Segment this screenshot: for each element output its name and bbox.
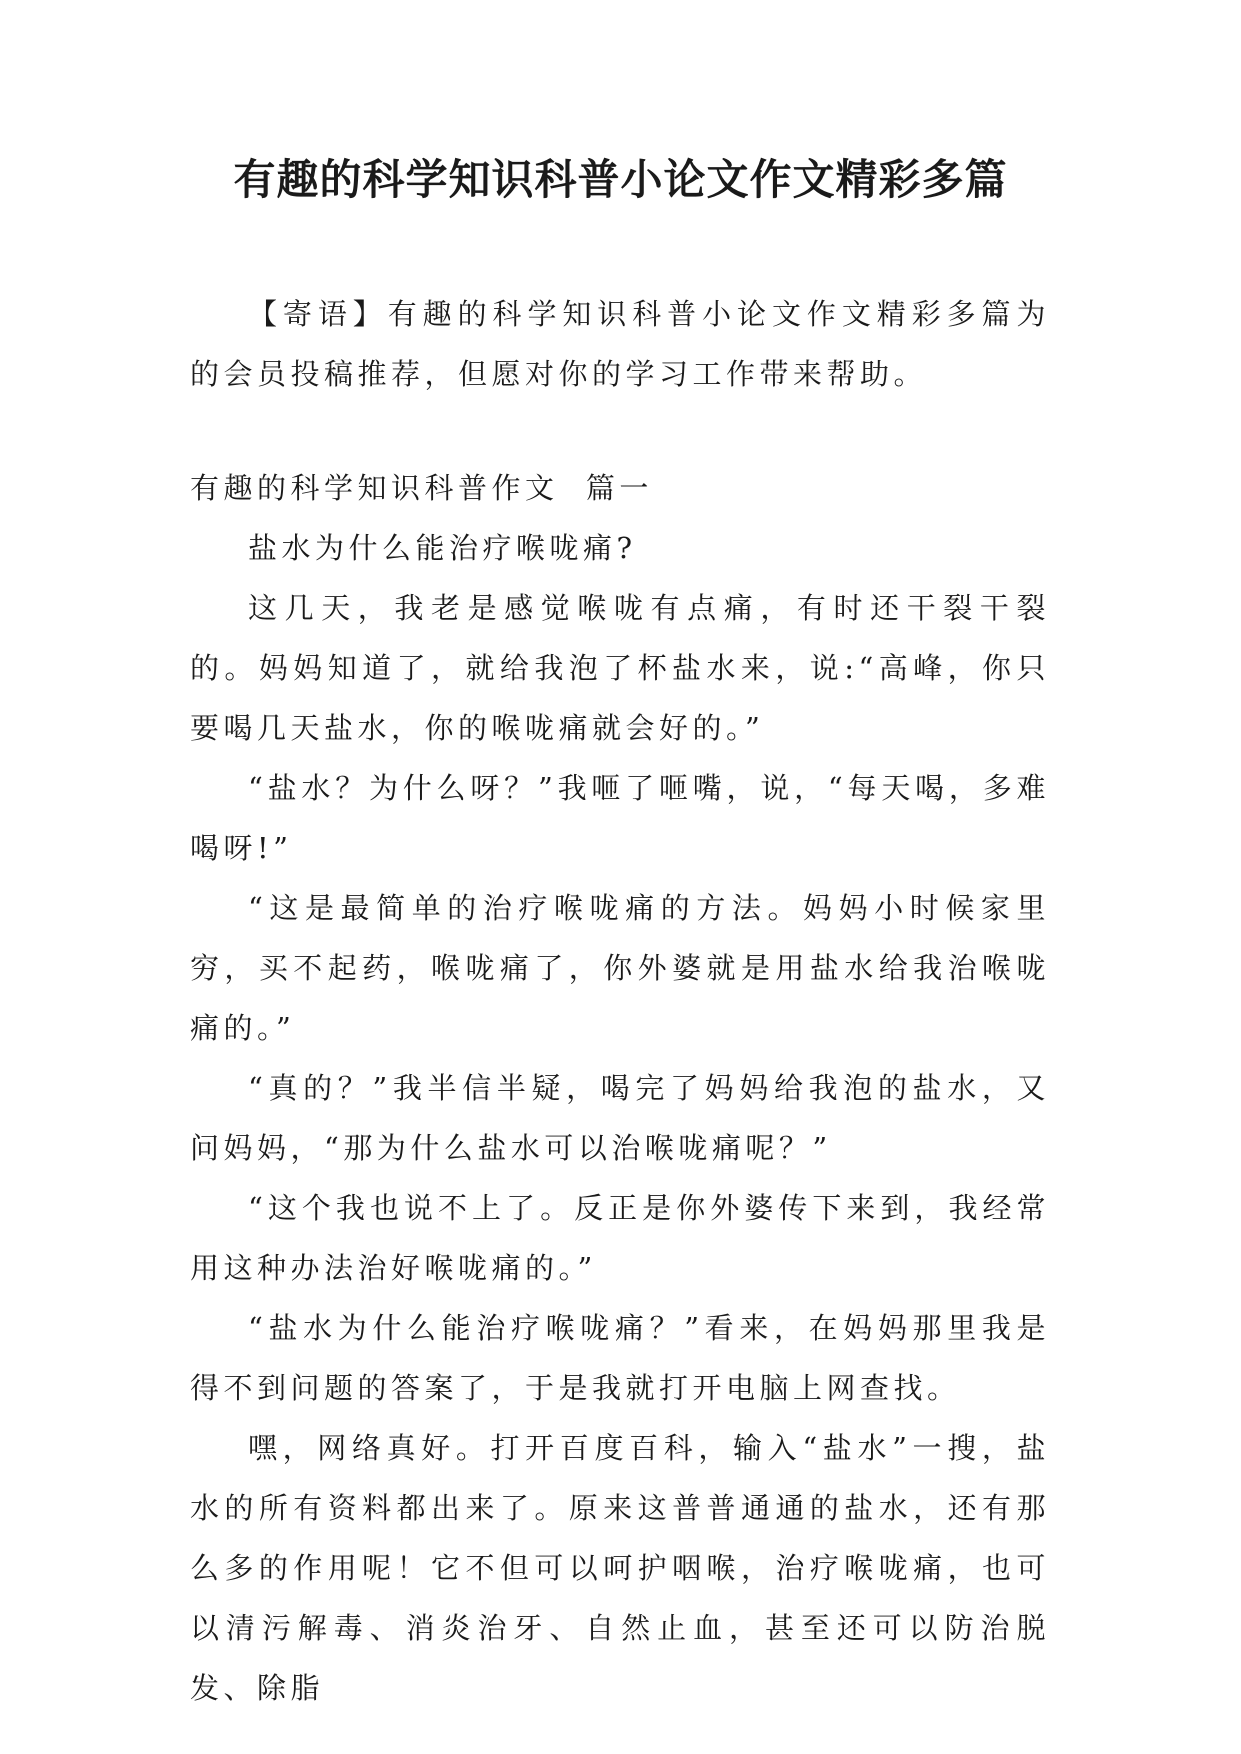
intro-paragraph: 【寄语】有趣的科学知识科普小论文作文精彩多篇为的会员投稿推荐，但愿对你的学习工作带来帮助。 — [190, 297, 1050, 391]
document-title: 有趣的科学知识科普小论文作文精彩多篇 — [233, 155, 1008, 204]
body-paragraph: “盐水为什么能治疗喉咙痛？”看来，在妈妈那里我是得不到问题的答案了，于是我就打开电脑上网查找。 — [190, 1311, 1050, 1405]
body-paragraph: “真的？”我半信半疑，喝完了妈妈给我泡的盐水，又问妈妈，“那为什么盐水可以治喉咙痛呢？” — [190, 1071, 1050, 1165]
body-paragraph: 盐水为什么能治疗喉咙痛? — [248, 531, 637, 565]
body-paragraph: “这个我也说不上了。反正是你外婆传下来到，我经常用这种办法治好喉咙痛的。” — [190, 1191, 1050, 1285]
body-paragraph: “这是最简单的治疗喉咙痛的方法。妈妈小时候家里穷，买不起药，喉咙痛了，你外婆就是用盐水给我治喉咙痛的。” — [190, 891, 1050, 1045]
section-block — [190, 458, 1050, 1718]
body-paragraph: 这几天，我老是感觉喉咙有点痛，有时还干裂干裂的。妈妈知道了，就给我泡了杯盐水来，说:“高峰，你只要喝几天盐水，你的喉咙痛就会好的。” — [190, 591, 1050, 745]
body-paragraph: “盐水？为什么呀？”我咂了咂嘴，说，“每天喝，多难喝呀!” — [190, 771, 1050, 865]
section-heading: 有趣的科学知识科普作文 篇一 — [190, 471, 653, 505]
intro-block — [190, 284, 1050, 404]
body-paragraph: 嘿，网络真好。打开百度百科，输入“盐水”一搜，盐水的所有资料都出来了。原来这普普通通的盐水，还有那么多的作用呢！它不但可以呵护咽喉，治疗喉咙痛，也可以清污解毒、消炎治牙、自然止血，甚至还可以防治脱发、除脂 — [190, 1431, 1050, 1705]
